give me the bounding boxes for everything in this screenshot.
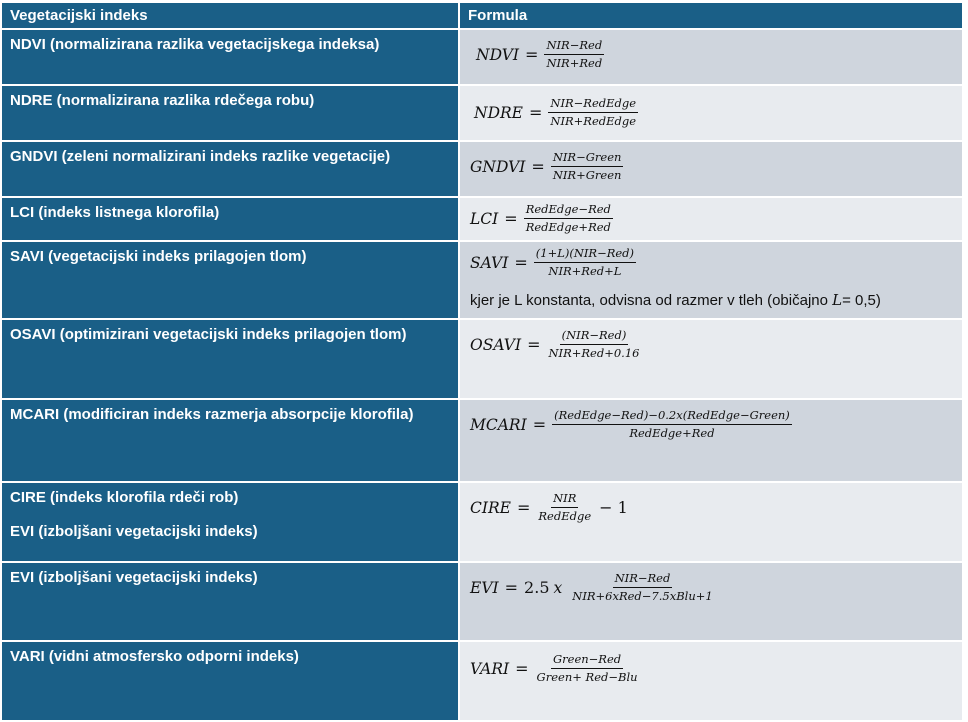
index-name-gndvi xyxy=(2,142,460,198)
formula-coefficient: 2.5 xyxy=(524,578,550,597)
denominator: NIR+Green xyxy=(552,168,622,182)
index-name-text: LCI (indeks listnega klorofila) xyxy=(10,204,220,221)
index-name-text: OSAVI (optimizirani vegetacijski indeks prilagojen tlom) xyxy=(10,326,407,343)
vegetation-index-table xyxy=(2,3,964,719)
denominator: Green+ Red−Blu xyxy=(536,670,638,684)
denominator: NIR+Red+0.16 xyxy=(548,346,640,360)
formula-vari: VARI = $\frac{\text{Green−Red}}{\text{Green+ Red−Blu}}$ xyxy=(460,642,964,722)
numerator: NIR xyxy=(551,491,578,508)
index-name-lci xyxy=(2,198,460,242)
index-name-osavi xyxy=(2,320,460,400)
formula-ndvi: NDVI = $\frac{\text{NIR−Red}}{\text{NIR+Red}}$ xyxy=(460,30,964,86)
denominator: NIR+Red xyxy=(546,56,603,70)
index-name-text: SAVI (vegetacijski indeks prilagojen tlom) xyxy=(10,248,307,265)
index-name-cire xyxy=(2,483,460,563)
fraction xyxy=(551,150,624,183)
denominator: NIR+RedEdge xyxy=(550,114,637,128)
formula-lhs: OSAVI xyxy=(470,335,522,354)
formula-lhs: CIRE xyxy=(470,498,511,517)
index-name-text-secondary: EVI (izboljšani vegetacijski indeks) xyxy=(10,523,258,540)
fraction xyxy=(546,328,641,361)
numerator: RedEdge−Red xyxy=(524,202,613,219)
denominator: NIR+6xRed−7.5xBlu+1 xyxy=(572,589,713,603)
formula-lci: LCI = $\frac{\text{RedEdge−Red}}{\text{RedEdge+Red}}$ xyxy=(460,198,964,242)
denominator: RedEdge xyxy=(538,509,592,523)
fraction xyxy=(544,38,604,71)
index-name-text: VARI (vidni atmosfersko odporni indeks) xyxy=(10,648,299,665)
formula-lhs: EVI xyxy=(470,578,499,597)
fraction xyxy=(535,652,640,685)
fraction xyxy=(524,202,613,235)
formula-savi: SAVI = $\frac{\text{(1+L)(NIR−Red)}}{\text{NIR+Red+L}}$ kjer je L konstanta, odvisna od razmer v tleh (običajno L= 0,5) xyxy=(460,242,964,320)
denominator: RedEdge+Red xyxy=(525,220,611,234)
savi-note xyxy=(470,291,952,309)
formula-lhs: NDVI xyxy=(476,45,520,64)
note-variable: L xyxy=(832,291,843,309)
formula-lhs: GNDVI xyxy=(470,157,526,176)
index-name-ndre xyxy=(2,86,460,142)
fraction xyxy=(570,571,714,604)
denominator: NIR+Red+L xyxy=(548,264,622,278)
index-name-evi xyxy=(2,563,460,642)
header-index: Vegetacijski indeks xyxy=(2,3,460,30)
formula-lhs: SAVI xyxy=(470,253,509,272)
index-name-text: GNDVI (zeleni normalizirani indeks razlike vegetacije) xyxy=(10,148,391,165)
fraction xyxy=(536,491,593,524)
numerator: (RedEdge−Red)−0.2x(RedEdge−Green) xyxy=(552,408,792,425)
note-text-end: = 0,5) xyxy=(842,292,881,309)
formula-lhs: LCI xyxy=(470,209,499,228)
index-name-text: NDVI (normalizirana razlika vegetacijskega indeksa) xyxy=(10,36,380,53)
index-name-ndvi xyxy=(2,30,460,86)
numerator: NIR−Red xyxy=(613,571,673,588)
note-text: kjer je L konstanta, odvisna od razmer v tleh (običajno xyxy=(470,292,833,309)
index-name-mcari xyxy=(2,400,460,483)
formula-evi: EVI = 2.5 x $\frac{\text{NIR−Red}}{\text{NIR+6xRed−7.5xBlu+1}}$ xyxy=(460,563,964,642)
index-name-text: MCARI (modificiran indeks razmerja absorpcije klorofila) xyxy=(10,406,414,423)
index-name-text: EVI (izboljšani vegetacijski indeks) xyxy=(10,569,258,586)
numerator: (1+L)(NIR−Red) xyxy=(534,246,636,263)
numerator: Green−Red xyxy=(551,652,623,669)
formula-cire: CIRE = $\frac{\text{NIR}}{\text{RedEdge}}$ − 1 xyxy=(460,483,964,563)
numerator: NIR−Red xyxy=(544,38,604,55)
formula-lhs: NDRE xyxy=(474,103,523,122)
formula-times: x xyxy=(553,578,563,597)
formula-osavi: OSAVI = $\frac{\text{(NIR−Red)}}{\text{NIR+Red+0.16}}$ xyxy=(460,320,964,400)
index-name-text: NDRE (normalizirana razlika rdečega robu) xyxy=(10,92,315,109)
numerator: NIR−RedEdge xyxy=(548,96,638,113)
index-name-savi xyxy=(2,242,460,320)
formula-tail: − 1 xyxy=(599,498,628,517)
header-formula: Formula xyxy=(460,3,964,30)
formula-lhs: MCARI xyxy=(470,415,527,434)
formula-mcari: MCARI = $\frac{\text{(RedEdge−Red)−0.2x(RedEdge−Green)}}{\text{RedEdge+Red}}$ xyxy=(460,400,964,483)
fraction xyxy=(534,246,636,279)
denominator: RedEdge+Red xyxy=(629,426,715,440)
fraction xyxy=(552,408,792,441)
numerator: (NIR−Red) xyxy=(560,328,629,345)
formula-ndre: NDRE = $\frac{\text{NIR−RedEdge}}{\text{NIR+RedEdge}}$ xyxy=(460,86,964,142)
numerator: NIR−Green xyxy=(551,150,624,167)
fraction xyxy=(548,96,638,129)
index-name-text: CIRE (indeks klorofila rdeči rob) xyxy=(10,489,239,506)
formula-lhs: VARI xyxy=(470,659,510,678)
formula-gndvi: GNDVI = $\frac{\text{NIR−Green}}{\text{NIR+Green}}$ xyxy=(460,142,964,198)
index-name-vari xyxy=(2,642,460,722)
